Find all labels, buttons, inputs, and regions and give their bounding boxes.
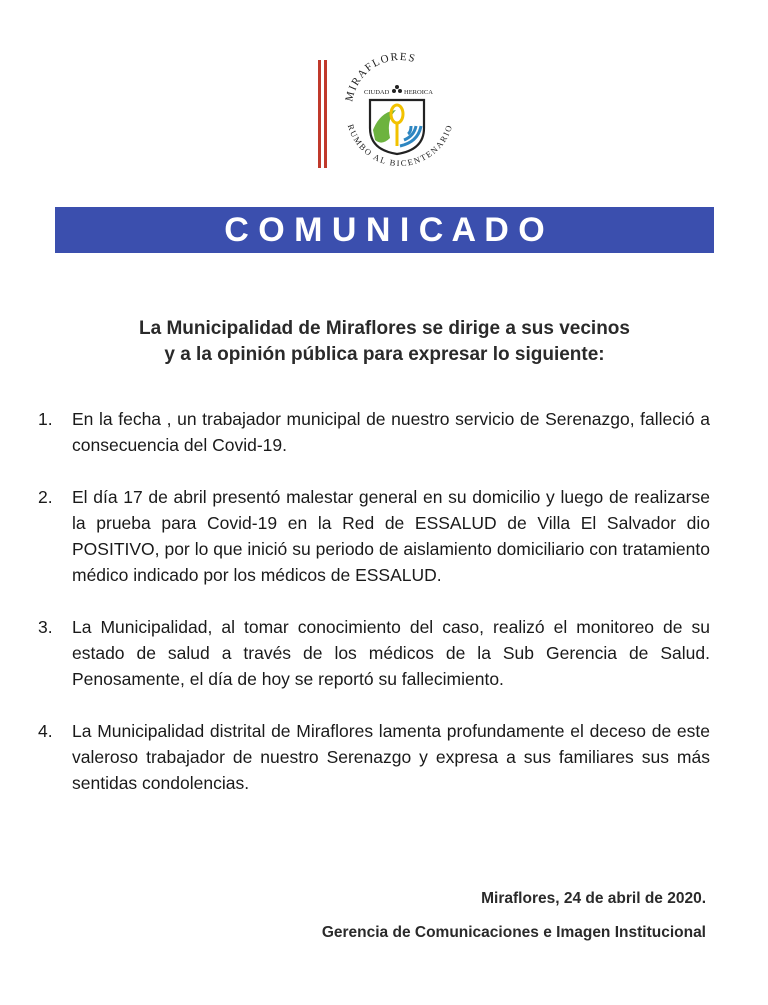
miraflores-logo <box>300 50 470 170</box>
list-item <box>30 614 710 692</box>
list-item <box>30 406 710 458</box>
item-text: La Municipalidad, al tomar conocimiento del caso, realizó el monitoreo de su estado de salud a través de los médicos de la Sub Gerencia de Salud. Penosamente, el día de hoy se reportó su fallecimiento. <box>72 617 710 689</box>
signoff <box>322 882 706 950</box>
logo-dot-left <box>392 89 396 93</box>
item-number: 1. <box>38 409 53 429</box>
list-item <box>30 484 710 588</box>
logo-city-left: CIUDAD <box>364 89 390 96</box>
logo-emblem <box>300 50 470 170</box>
item-text: El día 17 de abril presentó malestar general en su domicilio y luego de realizarse la prueba para Covid-19 en la Red de ESSALUD de Villa El Salvador dio POSITIVO, por lo que inició su periodo de aislamiento domiciliario con tratamiento médico indicado por los médicos de ESSALUD. <box>72 487 710 585</box>
red-stripe-1 <box>318 60 321 168</box>
signoff-office: Gerencia de Comunicaciones e Imagen Institucional <box>321 924 706 941</box>
item-text: La Municipalidad distrital de Miraflores lamenta profundamente el deceso de este valeroso trabajador de nuestro Serenazgo y expresa a sus familiares sus más sentidas condolencias. <box>72 721 710 793</box>
intro-line-1: La Municipalidad de Miraflores se dirige a sus vecinos <box>139 318 630 339</box>
logo-bottom-text: RUMBO AL BICENTENARIO <box>345 122 455 169</box>
item-number: 2. <box>38 487 53 507</box>
signoff-place-date: Miraflores, 24 de abril de 2020. <box>481 890 706 907</box>
logo-dot-top <box>395 85 399 89</box>
intro-paragraph <box>55 316 714 368</box>
list-item <box>30 718 710 796</box>
statement-list <box>30 406 710 822</box>
item-number: 4. <box>38 721 53 741</box>
logo-top-text: MIRAFLORES <box>343 50 418 103</box>
item-number: 3. <box>38 617 53 637</box>
comunicado-banner <box>55 207 714 253</box>
red-stripe-2 <box>324 60 327 168</box>
intro-line-2: y a la opinión pública para expresar lo siguiente: <box>164 344 605 365</box>
logo-city-right: HEROICA <box>404 89 433 96</box>
logo-dot-right <box>398 89 402 93</box>
item-text: En la fecha , un trabajador municipal de nuestro servicio de Serenazgo, falleció a consecuencia del Covid-19. <box>72 409 710 455</box>
banner-title: C O M U N I C A D O <box>224 210 545 249</box>
